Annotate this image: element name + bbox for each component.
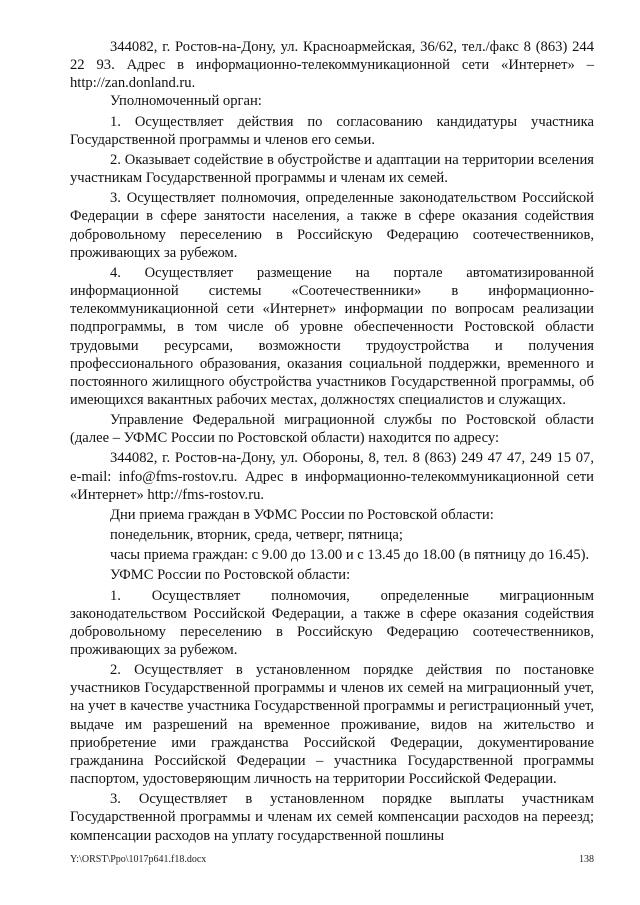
paragraph: 4. Осуществляет размещение на портале автоматизированной информационной системы «Соотечественники» в информационно-телекоммуникационной сети «Интернет» информации по вопросам реализации подпрограммы, в том числе об уровне обеспеченности Ростовской области трудовыми ресурсами, возможности трудоустройства и получения профессионального образования, оказания социальной поддержки, временного и постоянного жилищного обустройства участников Государственной программы, об имеющихся вакантных рабочих местах, должностях специалистов и служащих. [70, 264, 594, 408]
paragraph: 1. Осуществляет полномочия, определенные миграционным законодательством Российской Федерации, а также в сфере оказания содействия добровольному переселению в Российскую Федерацию соотечественников, проживающих за рубежом. [70, 587, 594, 658]
paragraph: 3. Осуществляет в установленном порядке выплаты участникам Государственной программы и членам их семей компенсации расходов на переезд; компенсации расходов на уплату государственной пошлины [70, 791, 594, 844]
page-footer [70, 854, 594, 868]
paragraph: 344082, г. Ростов-на-Дону, ул. Красноармейская, 36/62, тел./факс 8 (863) 244 22 93. Адрес в информационно-телекоммуникационной сети «Интернет» – http://zan.donland.ru. [70, 39, 594, 92]
document-body [70, 38, 594, 845]
paragraph: УФМС России по Ростовской области: [110, 567, 351, 584]
paragraph: Дни приема граждан в УФМС России по Ростовской области: [110, 506, 494, 523]
paragraph: Уполномоченный орган: [110, 93, 262, 110]
paragraph: 3. Осуществляет полномочия, определенные законодательством Российской Федерации в сфере занятости населения, а также в сфере оказания содействия добровольному переселению в Российскую Федерацию соотечественников, проживающих за рубежом. [70, 190, 594, 261]
paragraph: Управление Федеральной миграционной службы по Ростовской области (далее – УФМС России по Ростовской области) находится по адресу: [70, 412, 594, 447]
paragraph: 2. Осуществляет в установленном порядке действия по постановке участников Государственной программы и членов их семей на миграционный учет, на учет в качестве участника Государственной программы и регистрационный учет, выдаче им разрешений на временное проживание, видов на жительство и приобретение ими гражданства Российской Федерации, документирование гражданина Российской Федерации – участника Государственной программы паспортом, удостоверяющим личность на территории Российской Федерации. [70, 662, 594, 788]
paragraph: 344082, г. Ростов-на-Дону, ул. Обороны, 8, тел. 8 (863) 249 47 47, 249 15 07, e-mail: info@fms-rostov.ru. Адрес в информационно-телекоммуникационной сети «Интернет» http://fms-rostov.ru. [70, 450, 594, 503]
paragraph: 1. Осуществляет действия по согласованию кандидатуры участника Государственной программы и членов его семьи. [70, 113, 594, 148]
paragraph: 2. Оказывает содействие в обустройстве и адаптации на территории вселения участникам Государственной программы и членам их семей. [70, 151, 594, 187]
footer-page-number: 138 [579, 854, 594, 865]
paragraph: понедельник, вторник, среда, четверг, пятница; [110, 527, 403, 544]
paragraph: часы приема граждан: с 9.00 до 13.00 и с 13.45 до 18.00 (в пятницу до 16.45). [110, 547, 590, 564]
footer-file-path: Y:\ORST\Ppo\1017p641.f18.docx [70, 854, 207, 865]
